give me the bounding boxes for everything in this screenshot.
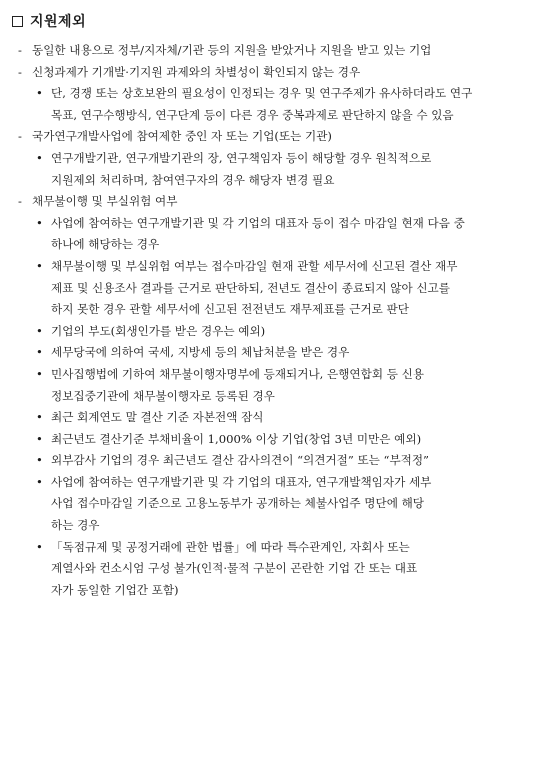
criteria-text: 외부감사 기업의 경우 최근년도 결산 감사의견이 “의견거절” 또는 “부적정” bbox=[51, 453, 429, 468]
criteria-text: 사업에 참여하는 연구개발기관 및 각 기업의 대표자 등이 접수 마감일 현재 다음 중 bbox=[51, 215, 465, 230]
criteria-subitem bbox=[18, 321, 527, 343]
criteria-text: 동일한 내용으로 정부/지자체/기관 등의 지원을 받았거나 지원을 받고 있는 기업 bbox=[32, 43, 432, 57]
criteria-continuation-line bbox=[18, 558, 527, 580]
criteria-subitem bbox=[18, 213, 527, 235]
criteria-subitem bbox=[18, 472, 527, 494]
bullet-icon: • bbox=[36, 86, 43, 101]
criteria-item bbox=[18, 126, 527, 148]
criteria-item bbox=[18, 62, 527, 84]
bullet-icon: • bbox=[36, 453, 43, 468]
criteria-continuation-line bbox=[18, 278, 527, 300]
criteria-subitem bbox=[18, 256, 527, 278]
criteria-text: 국가연구개발사업에 참여제한 중인 자 또는 기업(또는 기관) bbox=[32, 129, 332, 144]
bullet-icon: • bbox=[36, 410, 43, 425]
criteria-text: 기업의 부도(회생인가를 받은 경우는 예외) bbox=[51, 323, 266, 338]
criteria-subitem bbox=[18, 364, 527, 386]
criteria-continuation-line bbox=[18, 170, 527, 192]
criteria-continuation-line bbox=[18, 386, 527, 408]
criteria-text: 하지 못한 경우 관할 세무서에 신고된 전전년도 재무제표를 근거로 판단 bbox=[51, 302, 409, 317]
criteria-subitem bbox=[18, 429, 527, 451]
criteria-text: 연구개발기관, 연구개발기관의 장, 연구책임자 등이 해당할 경우 원칙적으로 bbox=[51, 150, 432, 165]
criteria-continuation-line bbox=[18, 299, 527, 321]
criteria-continuation-line bbox=[18, 234, 527, 256]
criteria-subitem bbox=[18, 407, 527, 429]
section-title: 지원제외 bbox=[30, 14, 87, 30]
exclusion-criteria-list bbox=[18, 40, 527, 601]
criteria-text: 신청과제가 기개발·기지원 과제와의 차별성이 확인되지 않는 경우 bbox=[32, 64, 361, 79]
bullet-icon: • bbox=[36, 215, 43, 230]
section-header bbox=[12, 10, 527, 32]
criteria-continuation-line bbox=[18, 105, 527, 127]
bullet-icon: • bbox=[36, 345, 43, 360]
criteria-text: 채무불이행 및 부실위험 여부는 접수마감일 현재 관할 세무서에 신고된 결산 재무 bbox=[51, 258, 458, 273]
criteria-text: 계열사와 컨소시엄 구성 불가(인적·물적 구분이 곤란한 기업 간 또는 대표 bbox=[51, 561, 418, 576]
criteria-continuation-line bbox=[18, 493, 527, 515]
criteria-text: 최근 회계연도 말 결산 기준 자본전액 잠식 bbox=[51, 410, 264, 425]
criteria-text: 정보집중기관에 채무불이행자로 등록된 경우 bbox=[51, 388, 275, 403]
bullet-icon: • bbox=[36, 323, 43, 338]
criteria-text: 자가 동일한 기업간 포함) bbox=[51, 582, 179, 597]
criteria-item bbox=[18, 40, 527, 62]
criteria-subitem bbox=[18, 537, 527, 559]
bullet-icon: • bbox=[36, 539, 43, 554]
criteria-subitem bbox=[18, 83, 527, 105]
criteria-text: 채무불이행 및 부실위험 여부 bbox=[32, 194, 178, 209]
criteria-subitem bbox=[18, 450, 527, 472]
criteria-text: 제표 및 신용조사 결과를 근거로 판단하되, 전년도 결산이 종료되지 않아 신고를 bbox=[51, 280, 450, 295]
criteria-text: 하나에 해당하는 경우 bbox=[51, 237, 160, 252]
criteria-continuation-line bbox=[18, 515, 527, 537]
criteria-text: 지원제외 처리하며, 참여연구자의 경우 해당자 변경 필요 bbox=[51, 172, 335, 187]
criteria-text: 민사집행법에 기하여 채무불이행자명부에 등재되거나, 은행연합회 등 신용 bbox=[51, 366, 424, 381]
criteria-item bbox=[18, 191, 527, 213]
bullet-icon: • bbox=[36, 474, 43, 489]
criteria-text: 사업에 참여하는 연구개발기관 및 각 기업의 대표자, 연구개발책임자가 세부 bbox=[51, 474, 432, 489]
criteria-text: 「독점규제 및 공정거래에 관한 법률」에 따라 특수관계인, 자회사 또는 bbox=[51, 539, 410, 554]
criteria-continuation-line bbox=[18, 580, 527, 602]
criteria-text: 사업 접수마감일 기준으로 고용노동부가 공개하는 체불사업주 명단에 해당 bbox=[51, 496, 424, 511]
bullet-icon: • bbox=[36, 366, 43, 381]
criteria-subitem bbox=[18, 148, 527, 170]
criteria-subitem bbox=[18, 342, 527, 364]
bullet-icon: • bbox=[36, 258, 43, 273]
criteria-text: 최근년도 결산기준 부채비율이 1,000% 이상 기업(창업 3년 미만은 예외) bbox=[51, 431, 422, 446]
checkbox-square-icon bbox=[12, 16, 23, 27]
criteria-text: 하는 경우 bbox=[51, 518, 100, 533]
criteria-text: 단, 경쟁 또는 상호보완의 필요성이 인정되는 경우 및 연구주제가 유사하더라도 연구 bbox=[51, 86, 473, 101]
bullet-icon: • bbox=[36, 431, 43, 446]
criteria-text: 세무당국에 의하여 국세, 지방세 등의 체납처분을 받은 경우 bbox=[51, 345, 350, 360]
criteria-text: 목표, 연구수행방식, 연구단계 등이 다른 경우 중복과제로 판단하지 않을 수 있음 bbox=[51, 107, 454, 122]
bullet-icon: • bbox=[36, 150, 43, 165]
